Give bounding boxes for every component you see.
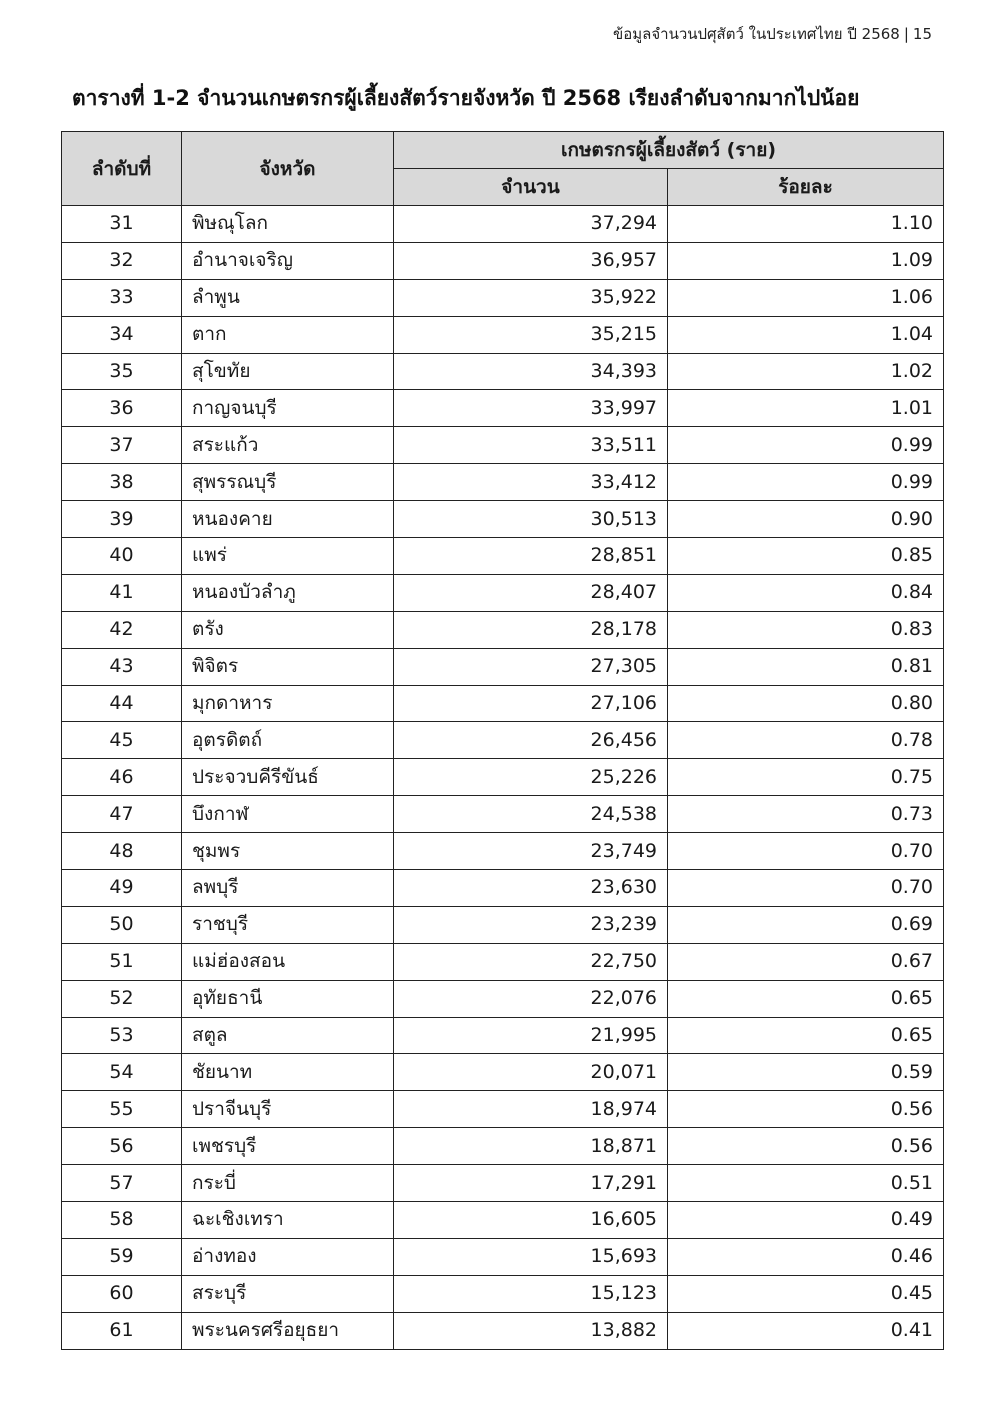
count-cell: 23,239: [394, 906, 668, 943]
count-cell: 20,071: [394, 1054, 668, 1091]
table-row: [62, 1128, 944, 1165]
count-cell: 22,750: [394, 943, 668, 980]
province-cell: ลำพูน: [182, 279, 394, 316]
table-row: [62, 1165, 944, 1202]
province-cell: ชุมพร: [182, 833, 394, 870]
percent-cell: 0.70: [668, 870, 944, 907]
table-row: [62, 943, 944, 980]
table-row: [62, 1091, 944, 1128]
table-row: [62, 796, 944, 833]
count-cell: 35,922: [394, 279, 668, 316]
table-row: [62, 648, 944, 685]
count-cell: 23,749: [394, 833, 668, 870]
percent-cell: 0.78: [668, 722, 944, 759]
count-cell: 16,605: [394, 1202, 668, 1239]
header-percent: ร้อยละ: [668, 169, 944, 206]
count-cell: 15,693: [394, 1238, 668, 1275]
province-cell: ฉะเชิงเทรา: [182, 1202, 394, 1239]
count-cell: 18,871: [394, 1128, 668, 1165]
province-cell: อ่างทอง: [182, 1238, 394, 1275]
table-row: [62, 1275, 944, 1312]
percent-cell: 0.85: [668, 538, 944, 575]
count-cell: 15,123: [394, 1275, 668, 1312]
percent-cell: 0.80: [668, 685, 944, 722]
rank-cell: 59: [62, 1238, 182, 1275]
province-cell: หนองคาย: [182, 501, 394, 538]
percent-cell: 1.01: [668, 390, 944, 427]
province-cell: มุกดาหาร: [182, 685, 394, 722]
province-cell: ประจวบคีรีขันธ์: [182, 759, 394, 796]
header-group: เกษตรกรผู้เลี้ยงสัตว์ (ราย): [394, 132, 944, 169]
percent-cell: 1.09: [668, 242, 944, 279]
province-cell: ปราจีนบุรี: [182, 1091, 394, 1128]
rank-cell: 52: [62, 980, 182, 1017]
province-cell: เพชรบุรี: [182, 1128, 394, 1165]
table-row: [62, 1312, 944, 1349]
percent-cell: 1.04: [668, 316, 944, 353]
percent-cell: 0.59: [668, 1054, 944, 1091]
table-row: [62, 427, 944, 464]
province-cell: อำนาจเจริญ: [182, 242, 394, 279]
count-cell: 35,215: [394, 316, 668, 353]
percent-cell: 1.10: [668, 206, 944, 243]
table-row: [62, 538, 944, 575]
table-row: [62, 906, 944, 943]
table-row: [62, 501, 944, 538]
count-cell: 25,226: [394, 759, 668, 796]
percent-cell: 0.69: [668, 906, 944, 943]
percent-cell: 0.67: [668, 943, 944, 980]
table-row: [62, 464, 944, 501]
percent-cell: 0.46: [668, 1238, 944, 1275]
table-row: [62, 353, 944, 390]
table-row: [62, 685, 944, 722]
province-cell: บึงกาฬ: [182, 796, 394, 833]
count-cell: 37,294: [394, 206, 668, 243]
table-row: [62, 611, 944, 648]
percent-cell: 0.56: [668, 1128, 944, 1165]
province-cell: พิษณุโลก: [182, 206, 394, 243]
percent-cell: 0.81: [668, 648, 944, 685]
count-cell: 33,511: [394, 427, 668, 464]
percent-cell: 0.65: [668, 980, 944, 1017]
province-cell: กระบี่: [182, 1165, 394, 1202]
table-row: [62, 1238, 944, 1275]
running-header: [613, 22, 932, 46]
table-row: [62, 1054, 944, 1091]
table-row: [62, 279, 944, 316]
rank-cell: 34: [62, 316, 182, 353]
province-cell: หนองบัวลำภู: [182, 574, 394, 611]
table-row: [62, 316, 944, 353]
rank-cell: 43: [62, 648, 182, 685]
header-rank: ลำดับที่: [62, 132, 182, 206]
percent-cell: 0.70: [668, 833, 944, 870]
rank-cell: 61: [62, 1312, 182, 1349]
table-row: [62, 206, 944, 243]
province-cell: อุทัยธานี: [182, 980, 394, 1017]
rank-cell: 58: [62, 1202, 182, 1239]
table-row: [62, 390, 944, 427]
table-row: [62, 574, 944, 611]
rank-cell: 33: [62, 279, 182, 316]
running-title: ข้อมูลจำนวนปศุสัตว์ ในประเทศไทย ปี 2568: [613, 25, 900, 43]
rank-cell: 44: [62, 685, 182, 722]
province-cell: สระบุรี: [182, 1275, 394, 1312]
table-body: [62, 206, 944, 1350]
rank-cell: 45: [62, 722, 182, 759]
count-cell: 33,412: [394, 464, 668, 501]
count-cell: 27,305: [394, 648, 668, 685]
header-separator: |: [903, 25, 909, 43]
rank-cell: 31: [62, 206, 182, 243]
page-number: 15: [912, 25, 932, 43]
count-cell: 13,882: [394, 1312, 668, 1349]
province-cell: สุพรรณบุรี: [182, 464, 394, 501]
table-row: [62, 870, 944, 907]
count-cell: 27,106: [394, 685, 668, 722]
rank-cell: 32: [62, 242, 182, 279]
province-cell: สุโขทัย: [182, 353, 394, 390]
rank-cell: 36: [62, 390, 182, 427]
header-count: จำนวน: [394, 169, 668, 206]
province-cell: พิจิตร: [182, 648, 394, 685]
table-row: [62, 980, 944, 1017]
percent-cell: 0.99: [668, 464, 944, 501]
percent-cell: 0.65: [668, 1017, 944, 1054]
percent-cell: 0.51: [668, 1165, 944, 1202]
rank-cell: 48: [62, 833, 182, 870]
count-cell: 28,851: [394, 538, 668, 575]
province-cell: ตาก: [182, 316, 394, 353]
province-cell: ชัยนาท: [182, 1054, 394, 1091]
rank-cell: 51: [62, 943, 182, 980]
rank-cell: 55: [62, 1091, 182, 1128]
province-cell: ราชบุรี: [182, 906, 394, 943]
percent-cell: 0.49: [668, 1202, 944, 1239]
percent-cell: 0.56: [668, 1091, 944, 1128]
count-cell: 33,997: [394, 390, 668, 427]
percent-cell: 0.90: [668, 501, 944, 538]
percent-cell: 0.99: [668, 427, 944, 464]
rank-cell: 56: [62, 1128, 182, 1165]
count-cell: 26,456: [394, 722, 668, 759]
count-cell: 21,995: [394, 1017, 668, 1054]
rank-cell: 50: [62, 906, 182, 943]
province-cell: แพร่: [182, 538, 394, 575]
table-title: ตารางที่ 1-2 จำนวนเกษตรกรผู้เลี้ยงสัตว์รายจังหวัด ปี 2568 เรียงลำดับจากมากไปน้อย: [72, 86, 860, 110]
province-cell: ตรัง: [182, 611, 394, 648]
count-cell: 36,957: [394, 242, 668, 279]
table-row: [62, 722, 944, 759]
table-row: [62, 1202, 944, 1239]
rank-cell: 60: [62, 1275, 182, 1312]
rank-cell: 47: [62, 796, 182, 833]
rank-cell: 35: [62, 353, 182, 390]
count-cell: 17,291: [394, 1165, 668, 1202]
rank-cell: 39: [62, 501, 182, 538]
farmer-table: [61, 131, 944, 1350]
rank-cell: 57: [62, 1165, 182, 1202]
percent-cell: 1.02: [668, 353, 944, 390]
table-row: [62, 1017, 944, 1054]
rank-cell: 49: [62, 870, 182, 907]
percent-cell: 0.45: [668, 1275, 944, 1312]
count-cell: 24,538: [394, 796, 668, 833]
count-cell: 28,178: [394, 611, 668, 648]
province-cell: สตูล: [182, 1017, 394, 1054]
count-cell: 34,393: [394, 353, 668, 390]
rank-cell: 40: [62, 538, 182, 575]
table-row: [62, 242, 944, 279]
province-cell: สระแก้ว: [182, 427, 394, 464]
rank-cell: 42: [62, 611, 182, 648]
percent-cell: 0.41: [668, 1312, 944, 1349]
count-cell: 22,076: [394, 980, 668, 1017]
rank-cell: 38: [62, 464, 182, 501]
table-row: [62, 833, 944, 870]
count-cell: 28,407: [394, 574, 668, 611]
percent-cell: 0.83: [668, 611, 944, 648]
rank-cell: 37: [62, 427, 182, 464]
percent-cell: 1.06: [668, 279, 944, 316]
province-cell: กาญจนบุรี: [182, 390, 394, 427]
header-province: จังหวัด: [182, 132, 394, 206]
count-cell: 18,974: [394, 1091, 668, 1128]
rank-cell: 54: [62, 1054, 182, 1091]
count-cell: 30,513: [394, 501, 668, 538]
percent-cell: 0.73: [668, 796, 944, 833]
province-cell: อุตรดิตถ์: [182, 722, 394, 759]
province-cell: แม่ฮ่องสอน: [182, 943, 394, 980]
table-row: [62, 759, 944, 796]
province-cell: ลพบุรี: [182, 870, 394, 907]
rank-cell: 53: [62, 1017, 182, 1054]
percent-cell: 0.84: [668, 574, 944, 611]
province-cell: พระนครศรีอยุธยา: [182, 1312, 394, 1349]
rank-cell: 46: [62, 759, 182, 796]
rank-cell: 41: [62, 574, 182, 611]
count-cell: 23,630: [394, 870, 668, 907]
percent-cell: 0.75: [668, 759, 944, 796]
